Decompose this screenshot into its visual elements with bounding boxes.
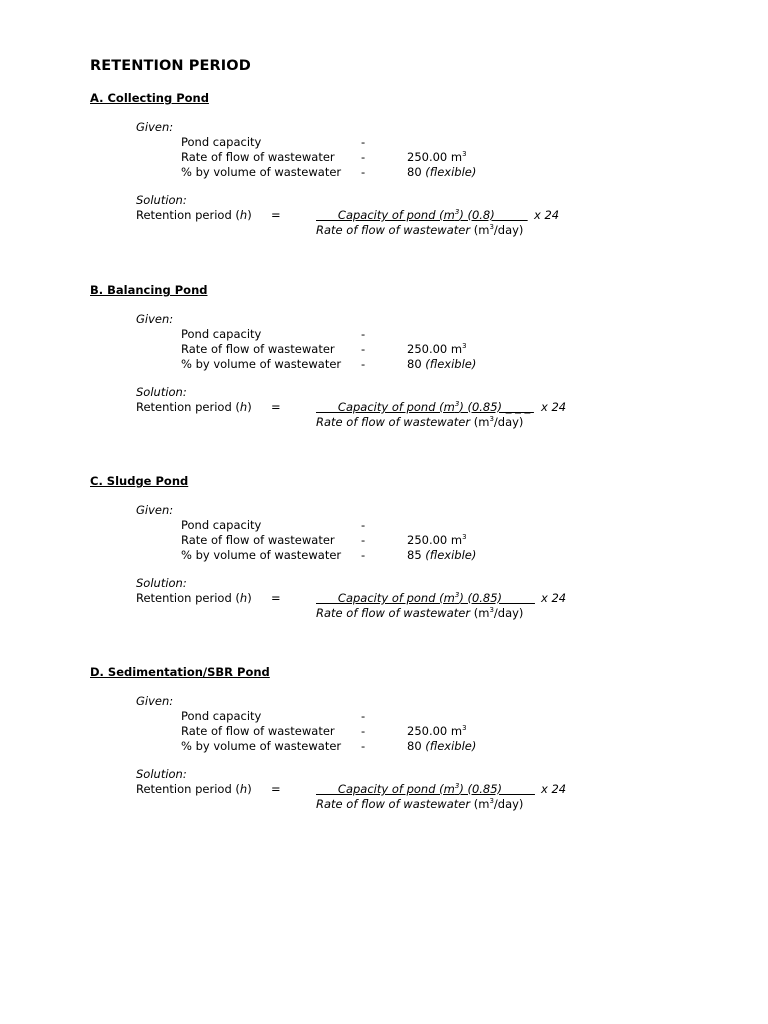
given-row-value	[407, 533, 467, 547]
given-row	[0, 724, 768, 739]
denominator-superscript: 3	[489, 223, 494, 231]
given-row	[0, 135, 768, 150]
formula-lhs	[136, 208, 252, 222]
given-row	[0, 357, 768, 372]
formula-numerator	[316, 782, 535, 796]
solution-label: Solution:	[136, 767, 187, 781]
given-row-label: Pond capacity	[181, 327, 262, 341]
denominator-text: Rate of flow of wastewater	[316, 223, 471, 237]
denominator-text: Rate of flow of wastewater	[316, 415, 471, 429]
denominator-unit-close: /day)	[493, 415, 524, 429]
formula-lhs-text: Retention period (	[136, 208, 240, 222]
value-superscript: 3	[462, 342, 467, 350]
given-row-dash: -	[361, 342, 366, 356]
formula-denominator	[316, 415, 523, 429]
given-row	[0, 518, 768, 533]
section-heading: D. Sedimentation/SBR Pond	[90, 665, 270, 679]
denominator-unit: (m	[470, 223, 490, 237]
given-row-dash: -	[361, 548, 366, 562]
formula-denominator	[316, 223, 523, 237]
given-row-label: Rate of flow of wastewater	[181, 724, 335, 738]
formula-lhs-text: Retention period (	[136, 400, 240, 414]
denominator-unit-close: /day)	[493, 797, 524, 811]
given-row-value	[407, 150, 467, 164]
given-label: Given:	[136, 120, 174, 134]
denominator-superscript: 3	[489, 797, 494, 805]
formula-equals: =	[271, 208, 281, 222]
given-row-value	[407, 548, 476, 562]
value-superscript: 3	[462, 150, 467, 158]
denominator-unit: (m	[470, 797, 490, 811]
given-row-dash: -	[361, 739, 366, 753]
formula-multiplier: x 24	[541, 782, 567, 796]
formula-numerator	[316, 591, 535, 605]
given-row-dash: -	[361, 724, 366, 738]
given-row-value	[407, 739, 476, 753]
formula-variable: h	[239, 782, 248, 796]
section-collecting-pond	[0, 91, 768, 271]
formula-lhs-close: )	[247, 400, 252, 414]
formula-variable: h	[239, 400, 248, 414]
numerator-factor: ) (0.85)	[459, 782, 535, 796]
given-row-label: % by volume of wastewater	[181, 548, 342, 562]
given-label: Given:	[136, 694, 174, 708]
formula-variable: h	[239, 208, 248, 222]
value-text: 250.00 m	[407, 150, 463, 164]
numerator-factor: ) (0.85)	[459, 591, 535, 605]
given-label: Given:	[136, 312, 174, 326]
denominator-unit-close: /day)	[493, 223, 524, 237]
given-row-label: Pond capacity	[181, 135, 262, 149]
given-row	[0, 533, 768, 548]
given-row-dash: -	[361, 135, 366, 149]
formula-multiplier: x 24	[541, 400, 567, 414]
given-row-dash: -	[361, 709, 366, 723]
value-qualifier: (flexible)	[425, 165, 477, 179]
section-heading: C. Sludge Pond	[90, 474, 189, 488]
numerator-factor: ) (0.85) _ _ _	[459, 400, 534, 414]
numerator-text: Capacity of pond (m	[316, 782, 455, 796]
formula-denominator	[316, 606, 523, 620]
section-sludge-pond	[0, 474, 768, 654]
given-row-label: % by volume of wastewater	[181, 165, 342, 179]
numerator-text: Capacity of pond (m	[316, 208, 455, 222]
formula-numerator	[316, 208, 528, 222]
formula-lhs	[136, 591, 252, 605]
value-superscript: 3	[462, 533, 467, 541]
given-row-value	[407, 165, 476, 179]
value-text: 80	[407, 165, 426, 179]
section-balancing-pond	[0, 283, 768, 463]
solution-label: Solution:	[136, 385, 187, 399]
numerator-superscript: 3	[454, 400, 460, 408]
value-text: 250.00 m	[407, 533, 463, 547]
formula-equals: =	[271, 782, 281, 796]
denominator-unit-close: /day)	[493, 606, 524, 620]
given-row-label: % by volume of wastewater	[181, 739, 342, 753]
numerator-text: Capacity of pond (m	[316, 591, 455, 605]
given-row	[0, 150, 768, 165]
formula-lhs	[136, 782, 252, 796]
given-row	[0, 165, 768, 180]
value-text: 85	[407, 548, 426, 562]
formula-multiplier: x 24	[534, 208, 560, 222]
numerator-factor: ) (0.8)	[459, 208, 528, 222]
solution-label: Solution:	[136, 193, 187, 207]
formula-variable: h	[239, 591, 248, 605]
given-row-dash: -	[361, 165, 366, 179]
given-row-value	[407, 342, 467, 356]
given-label: Given:	[136, 503, 174, 517]
formula-equals: =	[271, 591, 281, 605]
given-row	[0, 739, 768, 754]
given-row-label: % by volume of wastewater	[181, 357, 342, 371]
numerator-text: Capacity of pond (m	[316, 400, 455, 414]
given-row	[0, 548, 768, 563]
formula-lhs-close: )	[247, 782, 252, 796]
value-text: 80	[407, 357, 426, 371]
value-text: 250.00 m	[407, 724, 463, 738]
value-qualifier: (flexible)	[425, 357, 477, 371]
given-row-value	[407, 724, 467, 738]
denominator-superscript: 3	[489, 606, 494, 614]
given-row-label: Rate of flow of wastewater	[181, 150, 335, 164]
formula-numerator	[316, 400, 534, 414]
numerator-superscript: 3	[454, 591, 460, 599]
given-row-label: Pond capacity	[181, 518, 262, 532]
given-row-value	[407, 357, 476, 371]
given-row-dash: -	[361, 518, 366, 532]
value-text: 250.00 m	[407, 342, 463, 356]
formula-lhs-text: Retention period (	[136, 591, 240, 605]
solution-label: Solution:	[136, 576, 187, 590]
given-row-dash: -	[361, 357, 366, 371]
numerator-superscript: 3	[454, 782, 460, 790]
value-qualifier: (flexible)	[425, 739, 477, 753]
given-row-label: Rate of flow of wastewater	[181, 342, 335, 356]
denominator-text: Rate of flow of wastewater	[316, 797, 471, 811]
given-row	[0, 709, 768, 724]
formula-lhs	[136, 400, 252, 414]
formula-equals: =	[271, 400, 281, 414]
given-row-label: Rate of flow of wastewater	[181, 533, 335, 547]
given-row-label: Pond capacity	[181, 709, 262, 723]
formula-lhs-close: )	[247, 208, 252, 222]
value-superscript: 3	[462, 724, 467, 732]
section-heading: B. Balancing Pond	[90, 283, 208, 297]
formula-lhs-text: Retention period (	[136, 782, 240, 796]
given-row-dash: -	[361, 150, 366, 164]
denominator-superscript: 3	[489, 415, 494, 423]
denominator-unit: (m	[470, 606, 490, 620]
section-sedimentation-sbr-pond	[0, 665, 768, 845]
denominator-unit: (m	[470, 415, 490, 429]
formula-multiplier: x 24	[541, 591, 567, 605]
value-qualifier: (flexible)	[425, 548, 477, 562]
numerator-superscript: 3	[454, 208, 460, 216]
formula-lhs-close: )	[247, 591, 252, 605]
page-title: RETENTION PERIOD	[90, 58, 251, 74]
value-text: 80	[407, 739, 426, 753]
given-row	[0, 342, 768, 357]
given-row	[0, 327, 768, 342]
denominator-text: Rate of flow of wastewater	[316, 606, 471, 620]
formula-denominator	[316, 797, 523, 811]
given-row-dash: -	[361, 533, 366, 547]
given-row-dash: -	[361, 327, 366, 341]
section-heading: A. Collecting Pond	[90, 91, 209, 105]
